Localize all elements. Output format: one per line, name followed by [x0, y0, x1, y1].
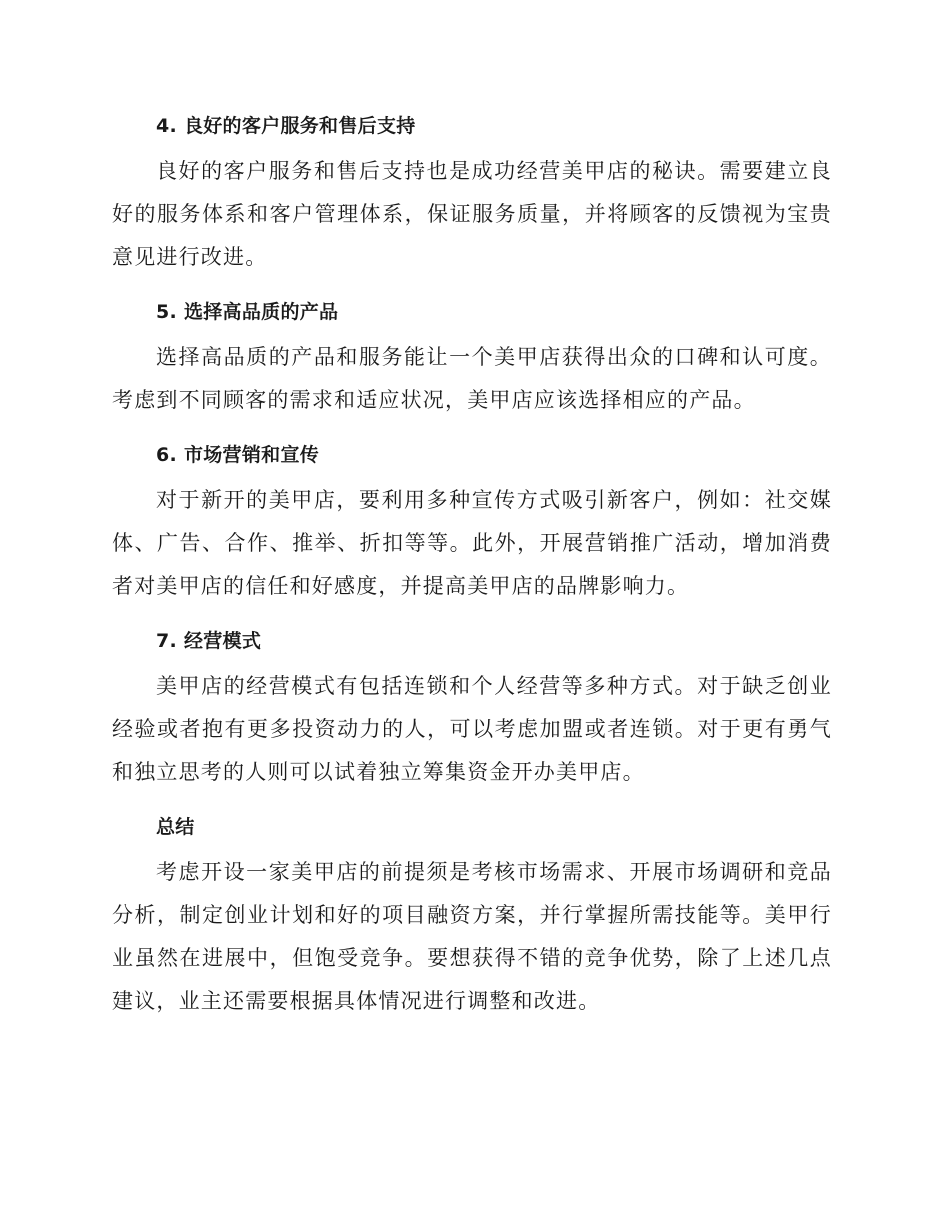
section-paragraph: 美甲店的经营模式有包括连锁和个人经营等多种方式。对于缺乏创业经验或者抱有更多投资动力的人，可以考虑加盟或者连锁。对于更有勇气和独立思考的人则可以试着独立筹集资金开办美甲店。 [112, 674, 832, 784]
section-marketing [112, 433, 832, 608]
section-summary [112, 805, 832, 1023]
section-paragraph: 良好的客户服务和售后支持也是成功经营美甲店的秘诀。需要建立良好的服务体系和客户管理体系，保证服务质量，并将顾客的反馈视为宝贵意见进行改进。 [112, 159, 832, 269]
section-heading: 7. 经营模式 [156, 630, 262, 652]
section-business-model [112, 619, 832, 794]
section-heading: 总结 [156, 816, 195, 838]
section-quality-products [112, 290, 832, 422]
section-heading: 4. 良好的客户服务和售后支持 [156, 115, 416, 137]
section-heading: 5. 选择高品质的产品 [156, 301, 339, 323]
section-paragraph: 选择高品质的产品和服务能让一个美甲店获得出众的口碑和认可度。考虑到不同顾客的需求和适应状况，美甲店应该选择相应的产品。 [112, 345, 832, 412]
section-paragraph: 考虑开设一家美甲店的前提须是考核市场需求、开展市场调研和竞品分析，制定创业计划和好的项目融资方案，并行掌握所需技能等。美甲行业虽然在进展中，但饱受竞争。要想获得不错的竞争优势，除了上述几点建议，业主还需要根据具体情况进行调整和改进。 [112, 860, 832, 1013]
section-paragraph: 对于新开的美甲店，要利用多种宣传方式吸引新客户，例如：社交媒体、广告、合作、推举、折扣等等。此外，开展营销推广活动，增加消费者对美甲店的信任和好感度，并提高美甲店的品牌影响力。 [112, 488, 832, 598]
section-heading: 6. 市场营销和宣传 [156, 444, 320, 466]
document-page [112, 104, 832, 1034]
section-customer-service [112, 104, 832, 279]
